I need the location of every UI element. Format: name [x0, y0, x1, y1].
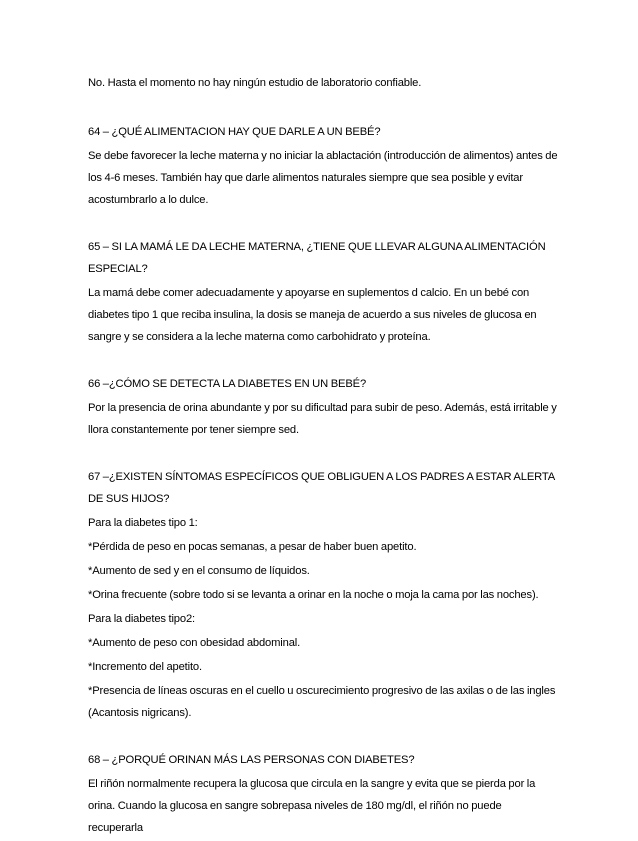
- symptom-item: *Orina frecuente (sobre todo si se levanta a orinar en la noche o moja la cama por las noches).: [88, 589, 539, 601]
- question-heading: 67 –¿EXISTEN SÍNTOMAS ESPECÍFICOS QUE OBLIGUEN A LOS PADRES A ESTAR ALERTA DE SUS HIJOS?: [88, 471, 555, 505]
- symptom-item: *Aumento de peso con obesidad abdominal.: [88, 637, 301, 649]
- answer-paragraph: La mamá debe comer adecuadamente y apoyarse en suplementos d calcio. En un bebé con diabetes tipo 1 que reciba insulina, la dosis se maneja de acuerdo a sus niveles de glucosa en sangre y se considera a la leche materna como carbohidrato y proteína.: [88, 287, 537, 343]
- question-heading: 65 – SI LA MAMÁ LE DA LECHE MATERNA, ¿TIENE QUE LLEVAR ALGUNA ALIMENTACIÓN ESPECIAL?: [88, 241, 546, 275]
- symptom-item: *Incremento del apetito.: [88, 661, 202, 673]
- intro-paragraph: No. Hasta el momento no hay ningún estudio de laboratorio confiable.: [88, 77, 422, 89]
- symptom-item: *Presencia de líneas oscuras en el cuello u oscurecimiento progresivo de las axilas o de las ingles (Acantosis nigricans).: [88, 685, 556, 719]
- section-66: [88, 373, 558, 441]
- answer-paragraph: Por la presencia de orina abundante y por su dificultad para subir de peso. Además, está irritable y llora constantemente por tener siempre sed.: [88, 402, 557, 436]
- question-heading: 68 – ¿PORQUÉ ORINAN MÁS LAS PERSONAS CON DIABETES?: [88, 754, 415, 766]
- question-heading: 66 –¿CÓMO SE DETECTA LA DIABETES EN UN BEBÉ?: [88, 378, 367, 390]
- section-67: [88, 466, 558, 724]
- symptom-item: *Aumento de sed y en el consumo de líquidos.: [88, 565, 310, 577]
- section-65: [88, 236, 558, 348]
- answer-paragraph: Se debe favorecer la leche materna y no iniciar la ablactación (introducción de alimentos) antes de los 4-6 meses. También hay que darle alimentos naturales siempre que sea posible y evitar acostumbrarlo a lo dulce.: [88, 150, 558, 206]
- document-page: [88, 72, 558, 841]
- answer-paragraph: El riñón normalmente recupera la glucosa que circula en la sangre y evita que se pierda por la orina. Cuando la glucosa en sangre sobrepasa niveles de 180 mg/dl, el riñón no puede recuperarla: [88, 778, 536, 834]
- section-64: [88, 121, 558, 211]
- answer-paragraph: Para la diabetes tipo2:: [88, 613, 195, 625]
- question-heading: 64 – ¿QUÉ ALIMENTACION HAY QUE DARLE A UN BEBÉ?: [88, 126, 381, 138]
- symptom-item: *Pérdida de peso en pocas semanas, a pesar de haber buen apetito.: [88, 541, 417, 553]
- answer-paragraph: Para la diabetes tipo 1:: [88, 517, 198, 529]
